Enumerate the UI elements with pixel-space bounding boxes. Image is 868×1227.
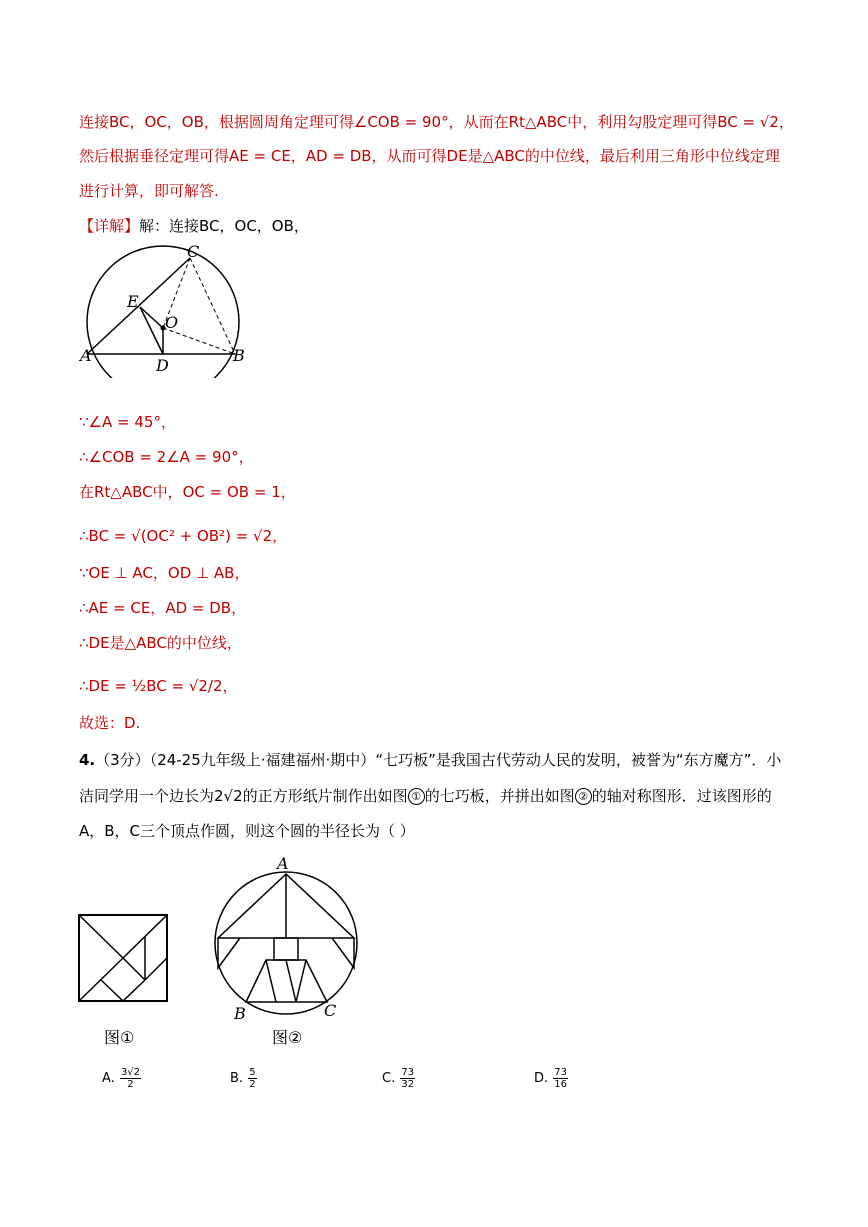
option-d[interactable]: [534, 1067, 569, 1090]
label-o: O: [165, 313, 179, 332]
fig2-caption: 图②: [272, 1028, 303, 1047]
analysis-line-1: 连接BC，OC，OB，根据圆周角定理可得∠COB = 90°，从而在Rt△ABC中，利用勾股定理可得BC = √2，: [79, 113, 794, 131]
tangram-square-figure: [76, 912, 172, 1004]
option-c-letter: C.: [382, 1071, 396, 1086]
option-d-letter: D.: [534, 1071, 549, 1086]
question-score: （3分）: [95, 751, 150, 769]
analysis-line-2: 然后根据垂径定理可得AE = CE，AD = DB，从而可得DE是△ABC的中位线，最后利用三角形中位线定理: [79, 147, 780, 165]
detail-intro: 解：连接BC，OC，OB，: [139, 217, 309, 235]
question-text-2d: 的轴对称图形．过该图形的: [591, 787, 772, 805]
step-3: 在Rt△ABC中，OC = OB = 1，: [79, 483, 296, 501]
question-line-1: [79, 750, 781, 770]
question-number: 4.: [79, 751, 96, 769]
step-7: ∴DE是△ABC的中位线，: [79, 634, 242, 652]
question-text-2b: 的正方形纸片制作出如图: [242, 787, 408, 805]
label-c: C: [187, 242, 200, 261]
question-text-1: “七巧板”是我国古代劳动人民的发明，被誉为“东方魔方”．小: [375, 751, 782, 769]
step-2: ∴∠COB = 2∠A = 90°，: [79, 448, 254, 466]
option-b-num: 5: [249, 1067, 256, 1078]
question-text-2c: 的七巧板，并拼出如图: [424, 787, 575, 805]
answer-line: 故选：D.: [79, 714, 141, 732]
option-c[interactable]: [382, 1067, 416, 1090]
question-source: （24-25九年级上·福建福州·期中）: [149, 751, 376, 769]
option-c-den: 32: [401, 1079, 415, 1090]
option-b-letter: B.: [230, 1071, 244, 1086]
circle-figure: [72, 238, 272, 378]
option-a-fraction: [120, 1067, 141, 1090]
option-a[interactable]: [102, 1067, 142, 1090]
option-b-fraction: [248, 1067, 256, 1090]
step-8: ∴DE = ½BC = √2/2，: [79, 677, 238, 695]
option-d-fraction: [553, 1067, 568, 1090]
option-a-letter: A.: [102, 1071, 115, 1086]
option-b-den: 2: [249, 1079, 256, 1090]
option-d-den: 16: [554, 1079, 568, 1090]
label-b: B: [233, 346, 245, 365]
option-a-den: 2: [127, 1079, 134, 1090]
option-b[interactable]: [230, 1067, 258, 1090]
question-line-2: [79, 786, 772, 806]
fig2-label-b: B: [234, 1004, 246, 1023]
label-a: A: [80, 346, 92, 365]
label-d: D: [156, 356, 169, 375]
detail-tag: 【详解】: [79, 217, 140, 235]
side-length-value: 2√2: [214, 787, 243, 805]
step-1: ∵∠A = 45°，: [79, 413, 176, 431]
option-c-fraction: [400, 1067, 415, 1090]
question-line-3: A，B，C三个顶点作圆，则这个圆的半径长为（ ）: [79, 822, 415, 840]
option-d-num: 73: [554, 1067, 568, 1078]
circled-one: ①: [408, 788, 425, 805]
question-text-2a: 洁同学用一个边长为: [79, 787, 215, 805]
step-5: ∵OE ⊥ AC，OD ⊥ AB，: [79, 564, 250, 582]
option-c-num: 73: [401, 1067, 415, 1078]
fig1-caption: 图①: [104, 1028, 135, 1047]
tangram-circle-figure: [206, 852, 366, 1027]
detail-header: [79, 216, 309, 236]
step-4: ∴BC = √(OC² + OB²) = √2，: [79, 527, 288, 545]
fig2-label-a: A: [277, 854, 289, 873]
fig2-label-c: C: [324, 1001, 337, 1020]
label-e: E: [127, 292, 139, 311]
step-6: ∴AE = CE，AD = DB，: [79, 599, 247, 617]
option-a-num: 3√2: [120, 1067, 141, 1078]
analysis-line-3: 进行计算，即可解答.: [79, 182, 219, 200]
circled-two: ②: [575, 788, 592, 805]
